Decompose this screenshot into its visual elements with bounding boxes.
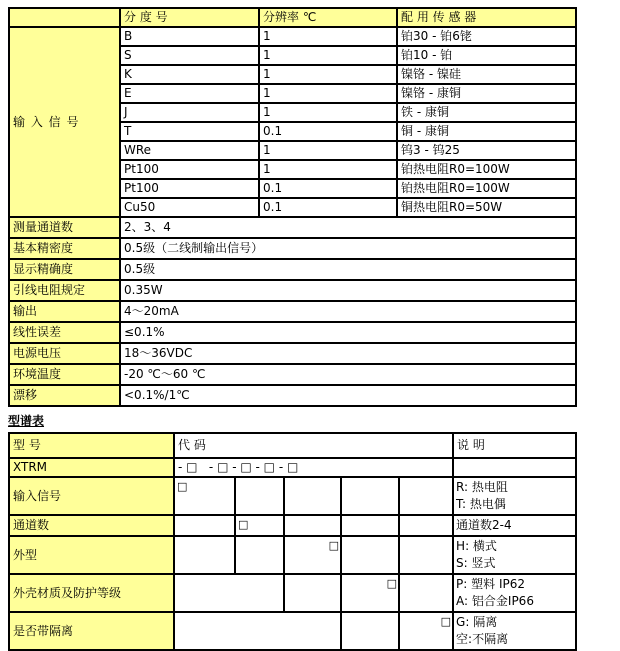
code-empty-cell [174,574,284,612]
code-empty-cell [341,612,399,650]
code-empty-cell [399,536,453,574]
option-checkbox: □ [235,515,284,536]
spec-table [8,7,577,407]
model-option-row [9,536,576,574]
code-empty-cell [174,515,235,536]
spec-label: 显示精确度 [9,259,120,280]
option-description-line: 通道数2-4 [456,518,512,532]
signal-sensor-cell: 铜热电阻R0=50W [397,198,576,217]
code-pattern-desc [453,458,576,477]
model-option-label: 外型 [9,536,174,574]
code-empty-cell [341,515,399,536]
spec-row [9,364,576,385]
signal-resolution-cell: 0.1 [259,122,397,141]
option-description-line: G: 隔离 [456,615,498,629]
signal-sensor-cell: 铁 - 康铜 [397,103,576,122]
signal-code-cell: E [120,84,259,103]
signal-sensor-cell: 铜 - 康铜 [397,122,576,141]
option-description [453,477,576,515]
resolution-header: 分辨率 ℃ [259,8,397,27]
signal-sensor-cell: 钨3 - 钨25 [397,141,576,160]
code-empty-cell [399,477,453,515]
spec-value: <0.1%/1℃ [120,385,576,406]
signal-row [9,27,576,46]
signal-resolution-cell: 1 [259,160,397,179]
code-empty-cell [284,477,341,515]
code-empty-cell [174,612,341,650]
option-description-line: R: 热电阻 [456,480,508,494]
signal-code-cell: Pt100 [120,160,259,179]
option-description-line: S: 竖式 [456,556,496,570]
code-empty-cell [341,536,399,574]
spec-row [9,259,576,280]
signal-resolution-cell: 1 [259,84,397,103]
signal-code-cell: J [120,103,259,122]
spec-table-body [9,8,576,406]
signal-code-cell: Cu50 [120,198,259,217]
model-code-label: XTRM [9,458,174,477]
sensor-header: 配 用 传 感 器 [397,8,576,27]
signal-resolution-cell: 0.1 [259,179,397,198]
spec-value: 2、3、4 [120,217,576,238]
code-empty-cell [235,536,284,574]
option-checkbox: □ [174,477,235,515]
signal-resolution-cell: 1 [259,141,397,160]
spec-label: 线性误差 [9,322,120,343]
code-pattern-cell: - □ - □ - □ - □ - □ [174,458,453,477]
option-description [453,612,576,650]
code-empty-cell [284,574,341,612]
desc-header: 说 明 [453,433,576,458]
model-header: 型 号 [9,433,174,458]
signal-sensor-cell: 镍铬 - 镍硅 [397,65,576,84]
spec-label: 漂移 [9,385,120,406]
model-code-row [9,458,576,477]
option-checkbox: □ [399,612,453,650]
spec-value: 0.35W [120,280,576,301]
signal-sensor-cell: 铂热电阻R0=100W [397,179,576,198]
spec-label: 环境温度 [9,364,120,385]
model-header-row [9,433,576,458]
code-empty-cell [399,515,453,536]
input-signal-group-label: 输 入 信 号 [9,27,120,217]
option-description-line: P: 塑料 IP62 [456,577,526,591]
signal-sensor-cell: 铂10 - 铂 [397,46,576,65]
spec-row [9,301,576,322]
model-spectrum-title: 型谱表 [8,414,45,428]
spec-row [9,343,576,364]
signal-code-cell: WRe [120,141,259,160]
option-description-line: H: 横式 [456,539,497,553]
graduation-header: 分 度 号 [120,8,259,27]
code-empty-cell [341,477,399,515]
spec-row [9,238,576,259]
signal-code-cell: T [120,122,259,141]
option-description-line: T: 热电偶 [456,497,506,511]
code-empty-cell [235,477,284,515]
spec-row [9,322,576,343]
spec-value: -20 ℃～60 ℃ [120,364,576,385]
signal-resolution-cell: 0.1 [259,198,397,217]
spec-value: 0.5级（二线制输出信号） [120,238,576,259]
spec-value: 18～36VDC [120,343,576,364]
spec-row [9,385,576,406]
signal-resolution-cell: 1 [259,27,397,46]
signal-sensor-cell: 镍铬 - 康铜 [397,84,576,103]
model-option-row [9,574,576,612]
corner-cell [9,8,120,27]
spec-row [9,280,576,301]
spec-value: 0.5级 [120,259,576,280]
model-option-label: 是否带隔离 [9,612,174,650]
model-table-body [9,433,576,650]
spec-value: 4～20mA [120,301,576,322]
signal-resolution-cell: 1 [259,65,397,84]
option-description-line: A: 铝合金IP66 [456,594,534,608]
code-empty-cell [399,574,453,612]
model-option-row [9,477,576,515]
option-description-line: 空:不隔离 [456,632,509,646]
spec-value: ≤0.1% [120,322,576,343]
signal-sensor-cell: 铂30 - 铂6铑 [397,27,576,46]
code-empty-cell [284,515,341,536]
model-option-label: 外壳材质及防护等级 [9,574,174,612]
model-option-row [9,515,576,536]
option-description [453,515,576,536]
signal-resolution-cell: 1 [259,103,397,122]
spec-row [9,217,576,238]
signal-code-cell: B [120,27,259,46]
model-option-label: 输入信号 [9,477,174,515]
option-checkbox: □ [341,574,399,612]
option-checkbox: □ [284,536,341,574]
model-table [8,432,577,651]
signal-code-cell: K [120,65,259,84]
signal-sensor-cell: 铂热电阻R0=100W [397,160,576,179]
signal-resolution-cell: 1 [259,46,397,65]
spec-header-row [9,8,576,27]
spec-label: 基本精密度 [9,238,120,259]
model-option-row [9,612,576,650]
option-description [453,536,576,574]
signal-code-cell: S [120,46,259,65]
option-description [453,574,576,612]
signal-code-cell: Pt100 [120,179,259,198]
code-header: 代 码 [174,433,453,458]
spec-label: 电源电压 [9,343,120,364]
spec-label: 引线电阻规定 [9,280,120,301]
spec-label: 测量通道数 [9,217,120,238]
spec-label: 输出 [9,301,120,322]
model-option-label: 通道数 [9,515,174,536]
code-empty-cell [174,536,235,574]
